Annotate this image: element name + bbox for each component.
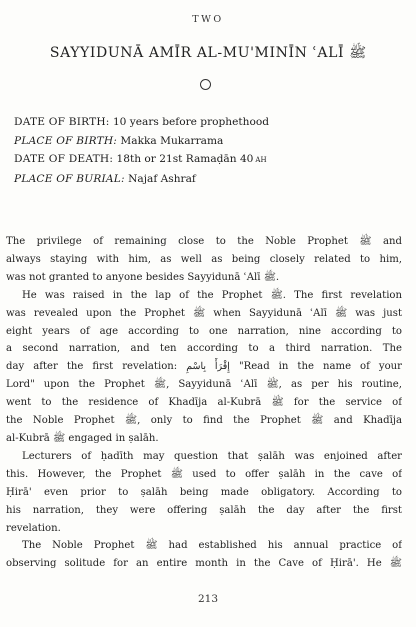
body-line: his narration, they were offering ṣalāh the day after the first <box>6 504 402 516</box>
body-line: was not granted to anyone besides Sayyidunā ʿAlī ﷺ. <box>6 271 280 283</box>
body-line: eight years of age according to one narration, nine according to <box>6 325 402 337</box>
body-line: this. However, the Prophet ﷺ used to offer ṣalāh in the cave of <box>6 468 402 480</box>
body-line: Lecturers of ḥadīth may question that ṣalāh was enjoined after <box>22 450 402 462</box>
quote-translation: "Read in the name of your <box>229 361 402 373</box>
burial-place-value: Najaf Ashraf <box>124 172 196 185</box>
body-line: revelation. <box>6 522 61 534</box>
birth-date-label: DATE OF BIRTH: <box>14 116 110 128</box>
biography-facts <box>14 113 404 188</box>
birth-place-fact <box>14 132 404 151</box>
body-line: He was raised in the lap of the Prophet ﷺ. The first revelation <box>22 289 402 301</box>
body-line: a second narration, and ten according to a third narration. The <box>6 343 402 355</box>
body-line: The privilege of remaining close to the Noble Prophet ﷺ and <box>6 236 402 247</box>
circle-ornament-icon <box>200 79 211 90</box>
burial-place-label: PLACE OF BURIAL: <box>14 172 125 185</box>
birth-place-label: PLACE OF BIRTH: <box>14 134 118 147</box>
arabic-quote: إِقْرَأْ بِاسْمِ <box>186 361 230 373</box>
chapter-title: SAYYIDUNĀ AMĪR AL-MU'MINĪN ʿALĪ ﷺ <box>49 45 367 61</box>
death-date-label: DATE OF DEATH: <box>14 153 114 166</box>
body-line: al-Kubrā ﷺ engaged in ṣalāh. <box>6 432 159 444</box>
birth-date-value: 10 years before prophethood <box>109 116 269 128</box>
chapter-number: TWO <box>192 14 224 25</box>
birth-place-value: Makka Mukarrama <box>117 134 224 147</box>
body-text <box>6 233 402 573</box>
body-line: always staying with him, as well as being closely related to him, <box>6 253 402 265</box>
quote-line <box>6 358 402 376</box>
burial-place-fact <box>14 170 404 189</box>
page-number: 213 <box>197 593 219 605</box>
death-date-value: 18th or 21st Ramaḍān 40 <box>113 153 254 166</box>
death-date-fact <box>14 150 404 170</box>
era-abbrev: AH <box>255 156 267 165</box>
body-line: observing solitude for an entire month in the Cave of Ḥirā'. He ﷺ <box>6 558 402 570</box>
body-line: Lord" upon the Prophet ﷺ, Sayyidunā ʿAlī ﷺ, as per his routine, <box>6 379 402 391</box>
body-line-fragment: day after the first revelation: <box>6 361 178 373</box>
body-line: The Noble Prophet ﷺ had established his annual practice of <box>22 540 402 552</box>
body-line: Ḥirā' even prior to ṣalāh being made obligatory. According to <box>6 486 402 498</box>
body-line: the Noble Prophet ﷺ, only to find the Prophet ﷺ and Khadīja <box>6 415 402 427</box>
body-line: went to the residence of Khadīja al-Kubrā ﷺ for the service of <box>6 397 402 409</box>
body-line: was revealed upon the Prophet ﷺ when Sayyidunā ʿAlī ﷺ was just <box>6 307 402 319</box>
birth-date-fact <box>14 113 404 132</box>
